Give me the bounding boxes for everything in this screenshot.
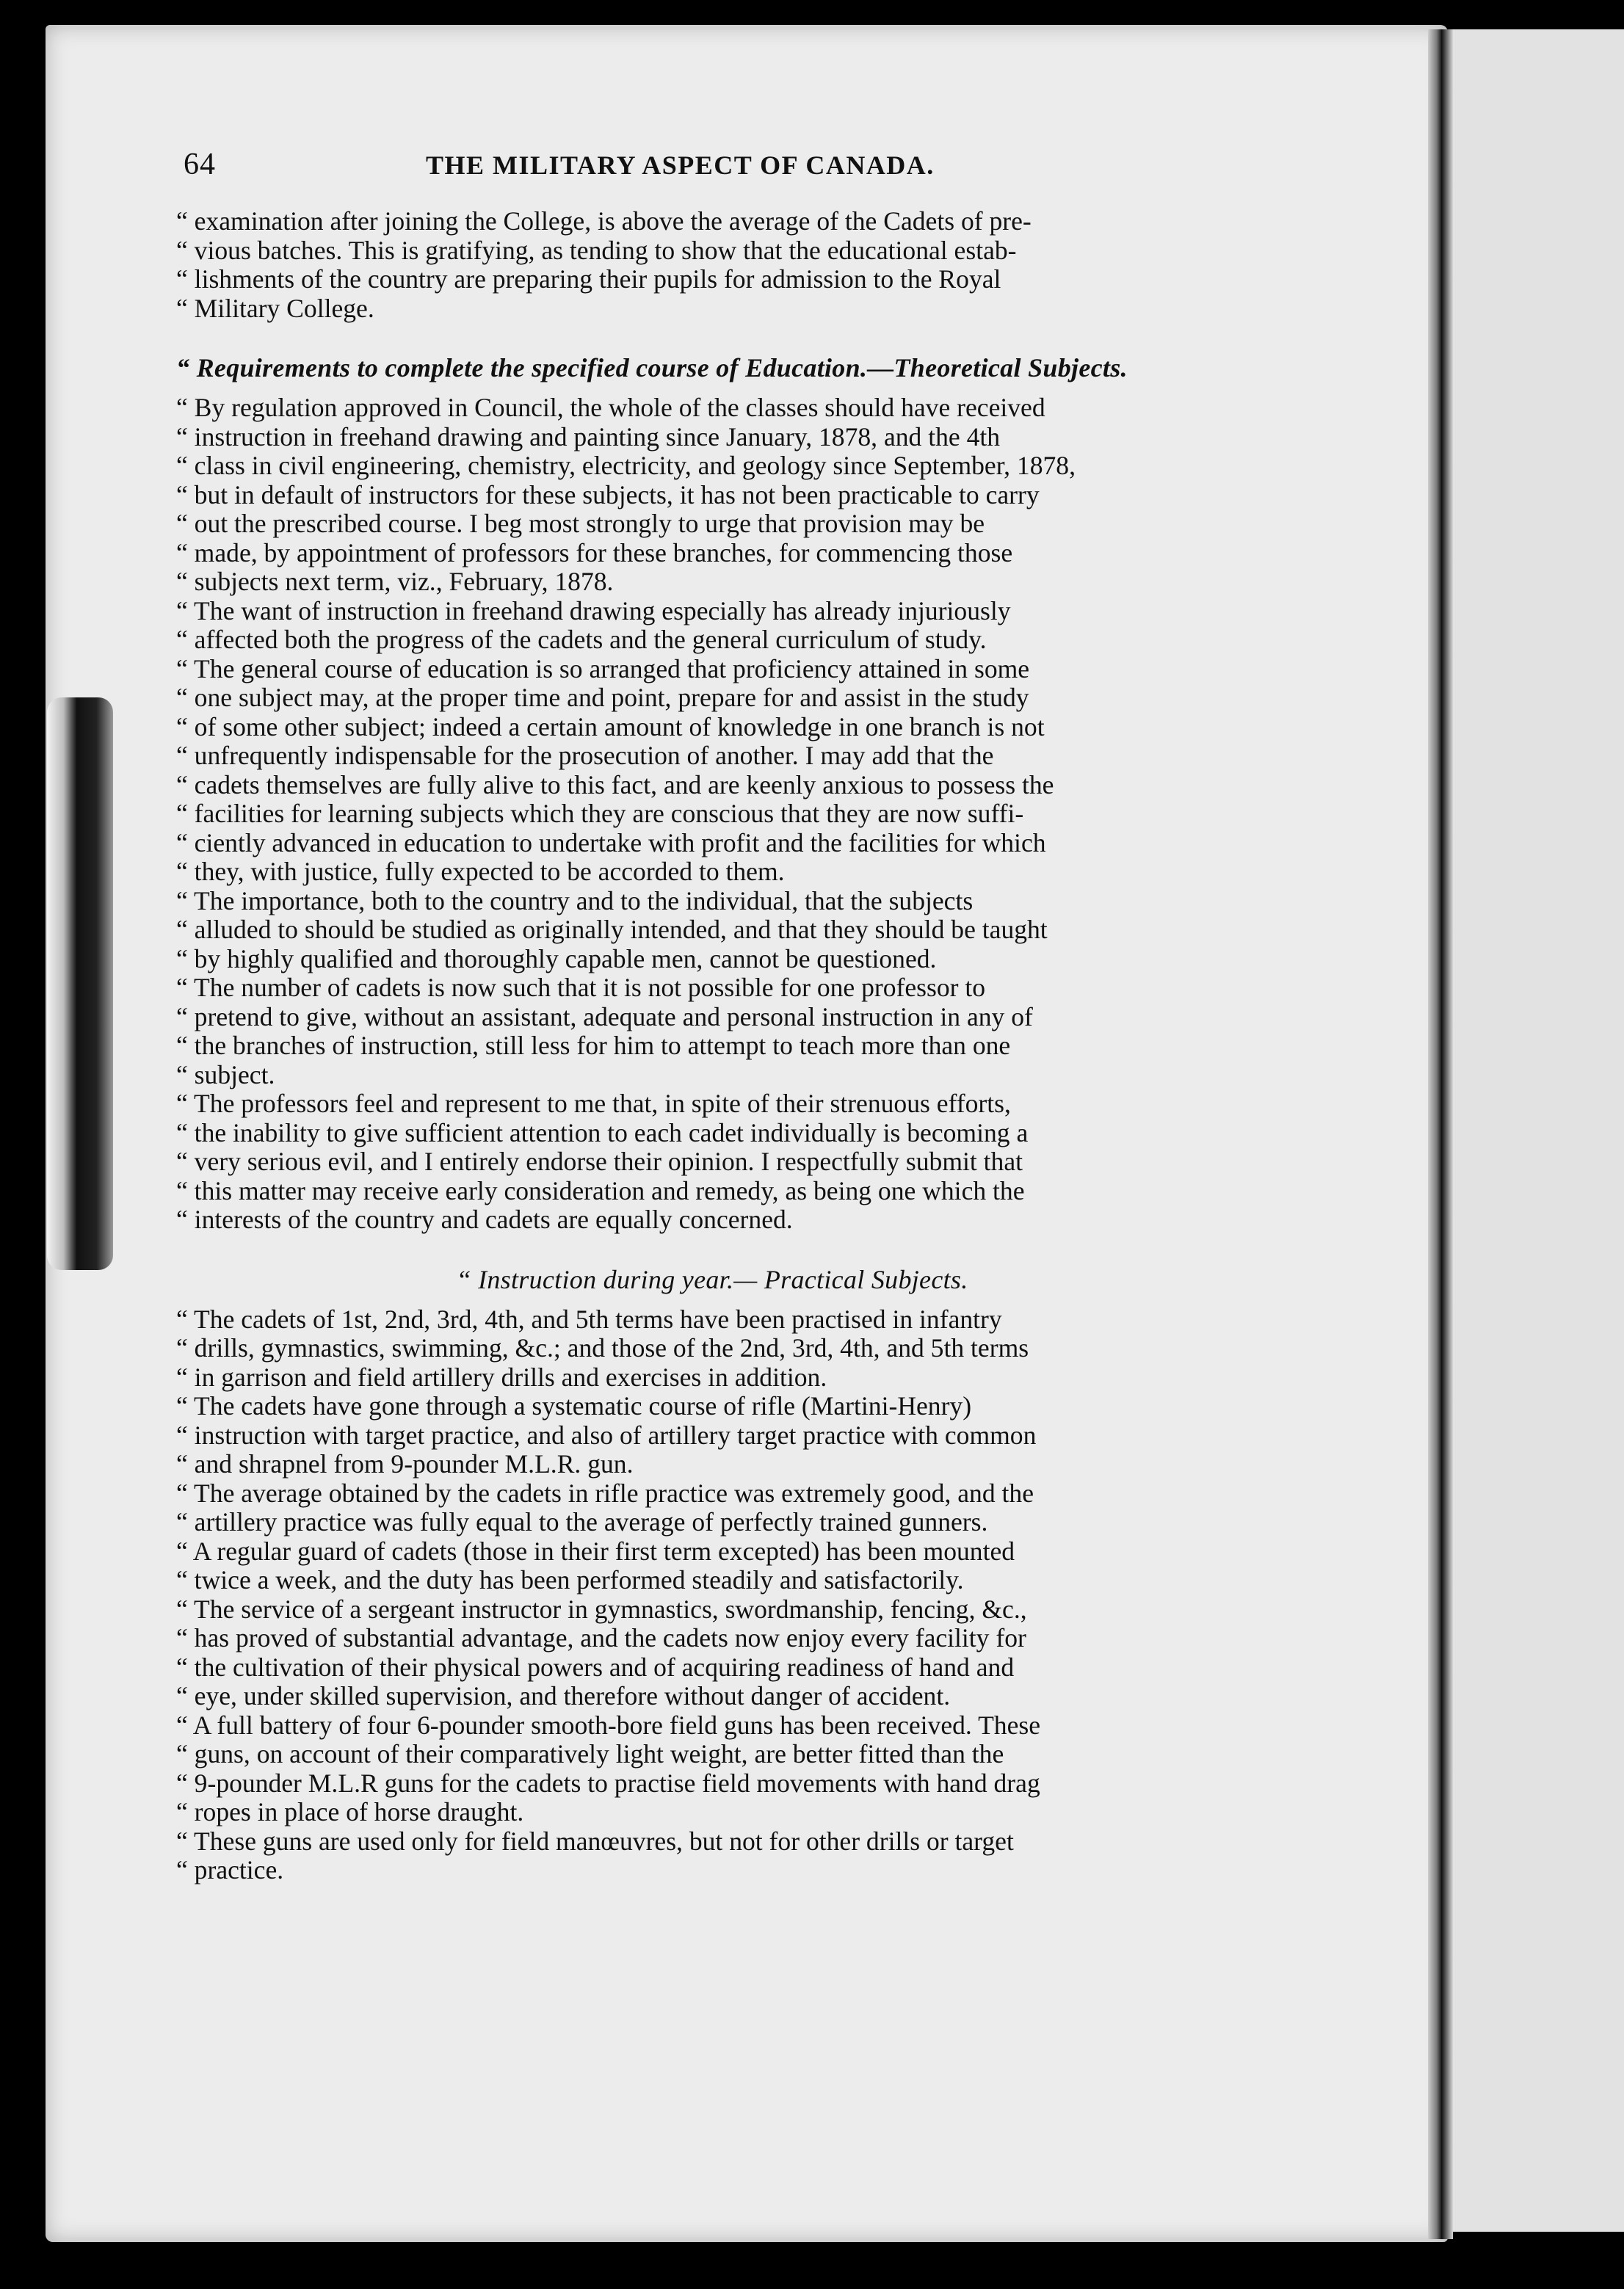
text-line: “ The professors feel and represent to me that, in spite of their strenuous efforts, [176, 1089, 1011, 1118]
text-line: “ By regulation approved in Council, the whole of the classes should have received [176, 393, 1045, 422]
text-line: “ Military College. [176, 293, 374, 323]
text-line: “ and shrapnel from 9-pounder M.L.R. gun. [176, 1449, 634, 1479]
page-title: THE MILITARY ASPECT OF CANADA. [426, 150, 935, 180]
text-line: “ cadets themselves are fully alive to this fact, and are keenly anxious to possess the [176, 769, 1054, 799]
text-line: “ A full battery of four 6-pounder smooth-bore field guns has been received. These [176, 1710, 1041, 1740]
text-line: “ but in default of instructors for these subjects, it has not been practicable to carry [176, 479, 1040, 509]
text-line: “ has proved of substantial advantage, and the cadets now enjoy every facility for [176, 1623, 1026, 1653]
text-line: “ ciently advanced in education to undertake with profit and the facilities for which [176, 827, 1046, 857]
text-line: “ guns, on account of their comparatively light weight, are better fitted than the [176, 1739, 1004, 1769]
text-line: “ very serious evil, and I entirely endorse their opinion. I respectfully submit that [176, 1147, 1023, 1176]
text-line: “ The importance, both to the country and to the individual, that the subjects [176, 885, 974, 915]
text-line: “ the cultivation of their physical powers and of acquiring readiness of hand and [176, 1652, 1015, 1682]
text-line: “ 9-pounder M.L.R guns for the cadets to practise field movements with hand drag [176, 1768, 1040, 1798]
section-heading-practical: “ Instruction during year.— Practical Subjects. [456, 1264, 968, 1294]
text-line: “ eye, under skilled supervision, and therefore without danger of accident. [176, 1681, 951, 1711]
text-line: “ instruction in freehand drawing and painting since January, 1878, and the 4th [176, 421, 1001, 451]
paragraph [176, 1827, 1248, 1885]
paragraph [176, 973, 1248, 1089]
paragraph [176, 1479, 1248, 1537]
text-line: “ The cadets of 1st, 2nd, 3rd, 4th, and 5th terms have been practised in infantry [176, 1304, 1002, 1334]
paragraph [176, 207, 1248, 323]
text-line: “ out the prescribed course. I beg most strongly to urge that provision may be [176, 509, 985, 538]
text-line: “ instruction with target practice, and also of artillery target practice with common [176, 1420, 1037, 1450]
text-line: “ lishments of the country are preparing their pupils for admission to the Royal [176, 264, 1001, 294]
text-line: “ pretend to give, without an assistant, adequate and personal instruction in any of [176, 1001, 1033, 1031]
page-text [176, 147, 1248, 1885]
text-line: “ in garrison and field artillery drills and exercises in addition. [176, 1362, 827, 1392]
text-line: “ facilities for learning subjects which they are conscious that they are now suffi- [176, 799, 1024, 828]
text-line: “ the branches of instruction, still less for him to attempt to teach more than one [176, 1031, 1011, 1060]
paragraph [176, 597, 1248, 655]
running-head [176, 147, 1248, 191]
text-line: “ The average obtained by the cadets in rifle practice was extremely good, and the [176, 1478, 1034, 1508]
text-line: “ A regular guard of cadets (those in their first term excepted) has been mounted [176, 1536, 1015, 1566]
text-line: “ practice. [176, 1855, 284, 1884]
section-heading-theoretical: “ Requirements to complete the specified course of Education.—Theoretical Subjects. [176, 353, 1128, 382]
text-line: “ one subject may, at the proper time and point, prepare for and assist in the study [176, 683, 1029, 712]
text-line: “ by highly qualified and thoroughly capable men, cannot be questioned. [176, 943, 937, 973]
text-line: “ The general course of education is so arranged that proficiency attained in some [176, 653, 1030, 683]
paragraph [176, 887, 1248, 974]
text-line: “ of some other subject; indeed a certain amount of knowledge in one branch is not [176, 711, 1045, 741]
text-line: “ interests of the country and cadets are equally concerned. [176, 1205, 793, 1234]
book-spine [1428, 29, 1453, 2239]
paragraph [176, 655, 1248, 887]
text-line: “ class in civil engineering, chemistry, electricity, and geology since September, 1878, [176, 451, 1076, 480]
text-line: “ drills, gymnastics, swimming, &c.; and those of the 2nd, 3rd, 4th, and 5th terms [176, 1333, 1029, 1363]
text-line: “ ropes in place of horse draught. [176, 1797, 524, 1827]
paragraph [176, 1392, 1248, 1479]
adjacent-page-edge [1448, 29, 1624, 2232]
text-line: “ subjects next term, viz., February, 1878. [176, 567, 614, 596]
text-line: “ affected both the progress of the cadets and the general curriculum of study. [176, 625, 987, 654]
text-line: “ examination after joining the College, is above the average of the Cadets of pre- [176, 206, 1032, 236]
text-line: “ The number of cadets is now such that it is not possible for one professor to [176, 973, 986, 1002]
page-clip [47, 697, 113, 1270]
paragraph [176, 1595, 1248, 1711]
text-line: “ The service of a sergeant instructor in gymnastics, swordmanship, fencing, &c., [176, 1594, 1027, 1624]
paragraph [176, 1305, 1248, 1393]
paragraph [176, 1537, 1248, 1595]
text-line: “ vious batches. This is gratifying, as tending to show that the educational estab- [176, 235, 1017, 265]
text-line: “ made, by appointment of professors for these branches, for commencing those [176, 537, 1013, 567]
text-line: “ These guns are used only for field manœuvres, but not for other drills or target [176, 1826, 1014, 1856]
paragraph [176, 393, 1248, 597]
page-number: 64 [184, 148, 216, 181]
text-line: “ twice a week, and the duty has been performed steadily and satisfactorily. [176, 1565, 964, 1595]
text-line: “ artillery practice was fully equal to the average of perfectly trained gunners. [176, 1507, 988, 1537]
text-line: “ unfrequently indispensable for the prosecution of another. I may add that the [176, 741, 994, 770]
paragraph [176, 1089, 1248, 1235]
text-line: “ subject. [176, 1059, 275, 1089]
text-line: “ The cadets have gone through a systematic course of rifle (Martini-Henry) [176, 1391, 972, 1421]
text-line: “ alluded to should be studied as originally intended, and that they should be taught [176, 915, 1048, 944]
text-line: “ the inability to give sufficient attention to each cadet individually is becoming a [176, 1117, 1029, 1147]
text-line: “ The want of instruction in freehand drawing especially has already injuriously [176, 595, 1011, 625]
paragraph [176, 1711, 1248, 1827]
text-line: “ they, with justice, fully expected to be accorded to them. [176, 857, 785, 886]
text-line: “ this matter may receive early consideration and remedy, as being one which the [176, 1175, 1025, 1205]
